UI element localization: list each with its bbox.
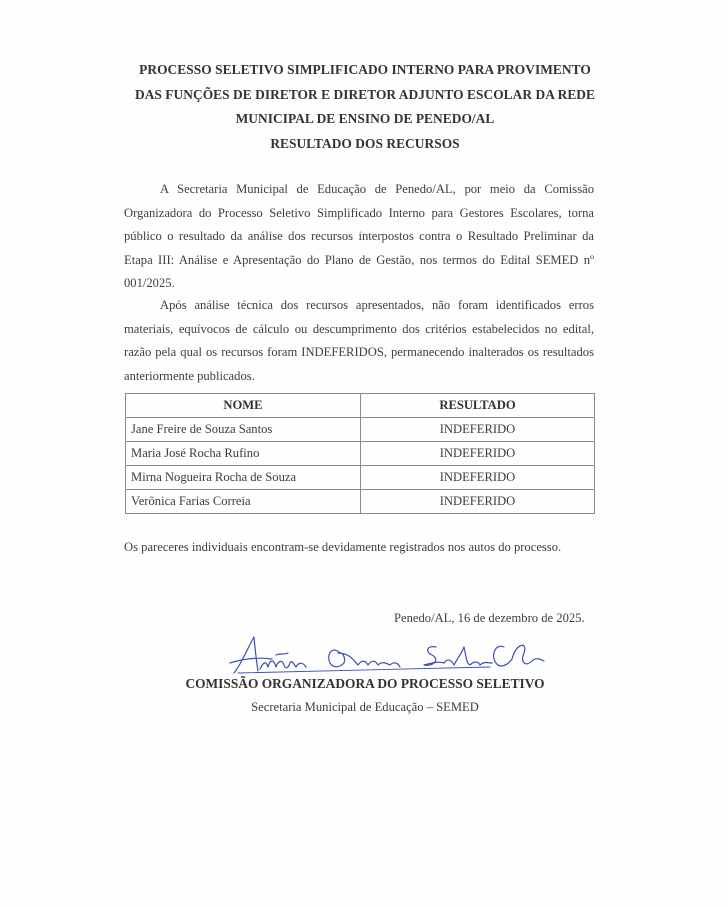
handwritten-signature <box>228 633 548 679</box>
title-line: MUNICIPAL DE ENSINO DE PENEDO/AL <box>235 111 495 126</box>
signature-stroke <box>234 637 258 673</box>
document-title <box>120 58 610 156</box>
signature-stroke <box>329 650 400 667</box>
closing-note: Os pareceres individuais encontram-se devidamente registrados nos autos do processo. <box>124 540 562 554</box>
results-table <box>125 393 595 514</box>
cell-name: Mirna Nogueira Rocha de Souza <box>126 466 361 490</box>
title-line: PROCESSO SELETIVO SIMPLIFICADO INTERNO PARA PROVIMENTO <box>139 62 591 77</box>
cell-name: Jane Freire de Souza Santos <box>126 418 361 442</box>
table-header-row <box>126 394 595 418</box>
signature-stroke <box>276 653 288 655</box>
table-row <box>126 490 595 514</box>
title-line: DAS FUNÇÕES DE DIRETOR E DIRETOR ADJUNTO ESCOLAR DA REDE <box>134 86 596 102</box>
table-row <box>126 418 595 442</box>
body-paragraph: A Secretaria Municipal de Educação de Penedo/AL, por meio da Comissão Organizadora do Processo Seletivo Simplificado Interno para Gestores Escolares, torna público o resultado da análise dos recursos interpostos contra o Resultado Preliminar da Etapa III: Análise e Apresentação do Plano de Gestão, nos termos do Edital SEMED nº 001/2025. <box>124 182 594 290</box>
cell-name: Verônica Farias Correia <box>126 490 361 514</box>
secretariat-name: Secretaria Municipal de Educação – SEMED <box>251 700 479 714</box>
committee-name: COMISSÃO ORGANIZADORA DO PROCESSO SELETIVO <box>185 676 545 691</box>
table-row <box>126 442 595 466</box>
signature-underline <box>238 667 490 673</box>
cell-result: INDEFERIDO <box>361 442 595 466</box>
body-paragraph-1-block <box>124 178 594 296</box>
signature-stroke <box>494 645 544 666</box>
signature-stroke <box>260 661 306 669</box>
title-line: RESULTADO DOS RECURSOS <box>270 135 460 151</box>
cell-result: INDEFERIDO <box>361 490 595 514</box>
column-header-result: RESULTADO <box>361 394 595 418</box>
table-row <box>126 466 595 490</box>
place-date: Penedo/AL, 16 de dezembro de 2025. <box>394 611 585 625</box>
column-header-name: NOME <box>126 394 361 418</box>
cell-name: Maria José Rocha Rufino <box>126 442 361 466</box>
body-paragraph: Após análise técnica dos recursos apresentados, não foram identificados erros materiais, equívocos de cálculo ou descumprimento dos critérios estabelecidos no edital, razão pela qual os recursos foram INDEFERIDOS, permanecendo inalterados os resultados anteriormente publicados. <box>124 298 594 383</box>
signature-stroke <box>424 647 492 666</box>
cell-result: INDEFERIDO <box>361 418 595 442</box>
body-paragraph-2-block <box>124 294 594 388</box>
cell-result: INDEFERIDO <box>361 466 595 490</box>
